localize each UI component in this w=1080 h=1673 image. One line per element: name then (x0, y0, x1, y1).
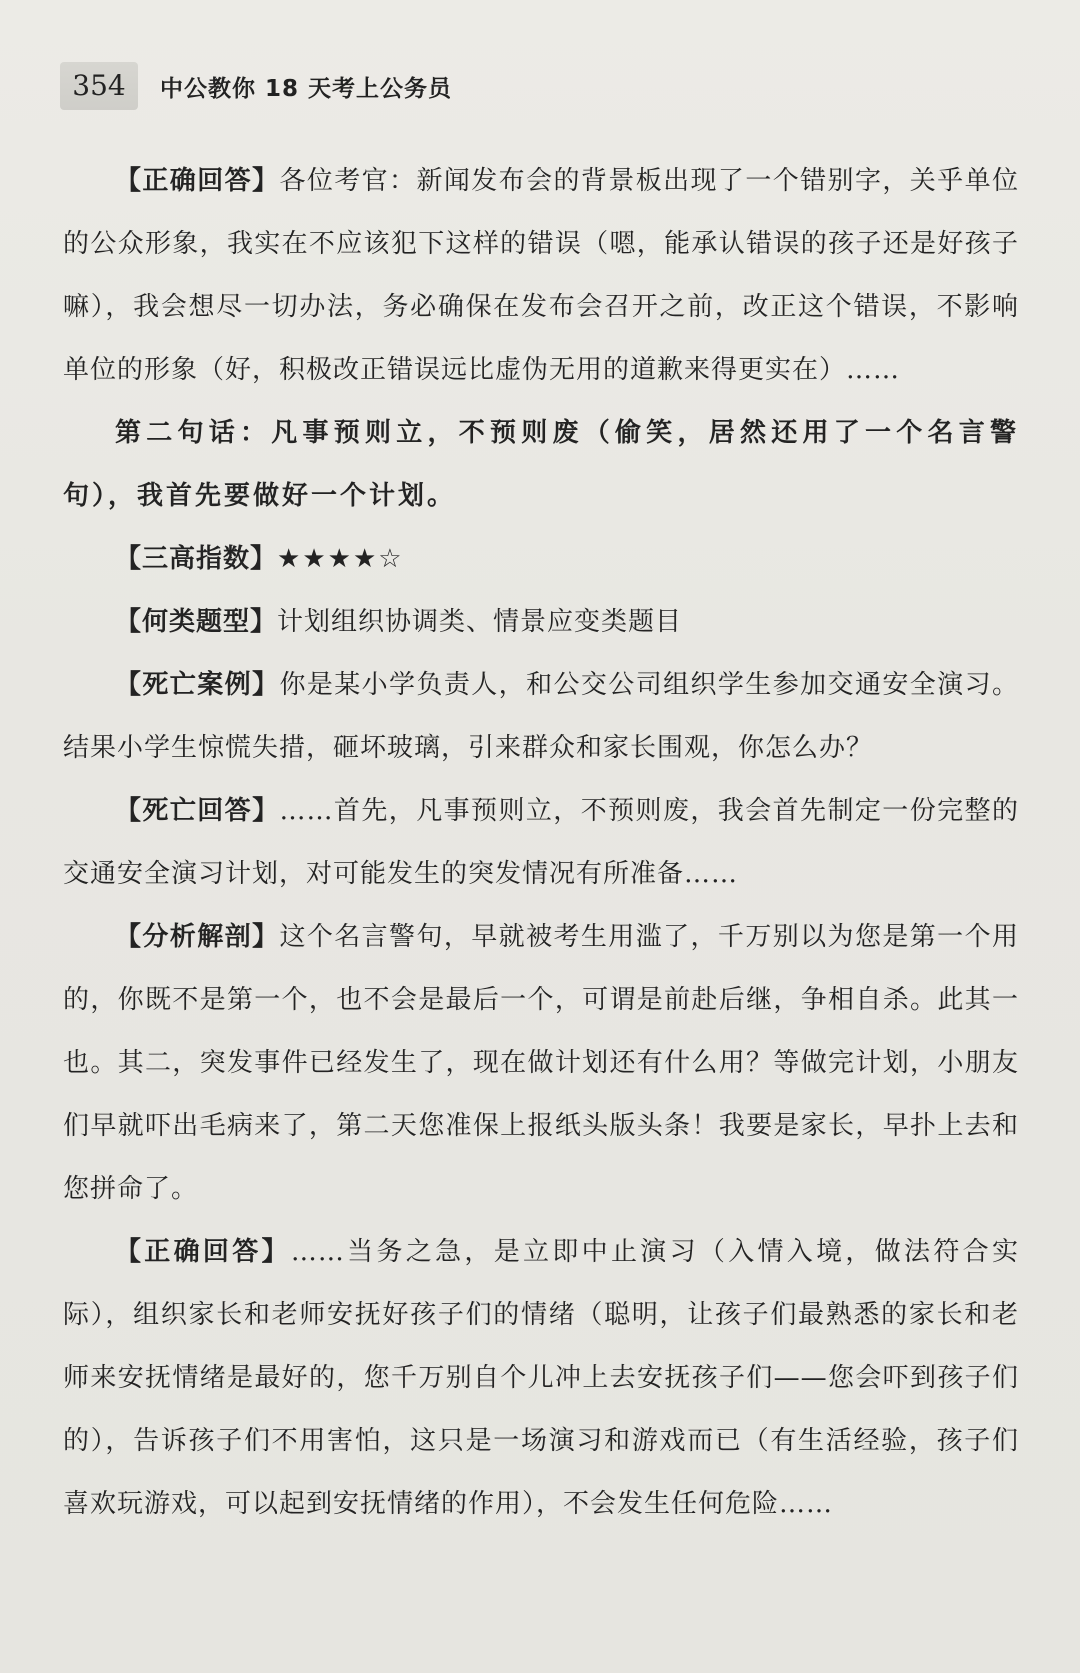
paragraph-second-sentence (63, 402, 1019, 528)
paragraph-correct-answer-2 (63, 1221, 1019, 1536)
section-tag: 【死亡案例】 (115, 670, 280, 700)
star-rating: ★★★★☆ (277, 544, 404, 574)
paragraph-text: 各位考官：新闻发布会的背景板出现了一个错别字，关乎单位的公众形象，我实在不应该犯下这样的错误（嗯，能承认错误的孩子还是好孩子嘛），我会想尽一切办法，务必确保在发布会召开之前，改正这个错误，不影响单位的形象（好，积极改正错误远比虚伪无用的道歉来得更实在）…… (63, 166, 1019, 385)
paragraph-fatal-case (63, 654, 1019, 780)
paragraph-question-type (63, 591, 1019, 654)
paragraph-rating (63, 528, 1019, 591)
paragraph-text: ……当务之急，是立即中止演习（入情入境，做法符合实际），组织家长和老师安抚好孩子们的情绪（聪明，让孩子们最熟悉的家长和老师来安抚情绪是最好的，您千万别自个儿冲上去安抚孩子们——您会吓到孩子们的），告诉孩子们不用害怕，这只是一场演习和游戏而已（有生活经验，孩子们喜欢玩游戏，可以起到安抚情绪的作用），不会发生任何危险…… (63, 1237, 1019, 1519)
paragraph-text: 这个名言警句，早就被考生用滥了，千万别以为您是第一个用的，你既不是第一个，也不会是最后一个，可谓是前赴后继，争相自杀。此其一也。其二，突发事件已经发生了，现在做计划还有什么用？等做完计划，小朋友们早就吓出毛病来了，第二天您准保上报纸头版头条！我要是家长，早扑上去和您拼命了。 (63, 922, 1019, 1204)
section-tag: 【分析解剖】 (115, 922, 280, 952)
paragraph-text: ……首先，凡事预则立，不预则废，我会首先制定一份完整的交通安全演习计划，对可能发生的突发情况有所准备…… (63, 796, 1019, 889)
paragraph-text: 你是某小学负责人，和公交公司组织学生参加交通安全演习。结果小学生惊慌失措，砸坏玻璃，引来群众和家长围观，你怎么办？ (63, 670, 1019, 763)
page-header (60, 62, 452, 110)
section-tag: 【死亡回答】 (115, 796, 280, 826)
paragraph-text: 计划组织协调类、情景应变类题目 (277, 607, 683, 637)
section-tag: 【何类题型】 (115, 607, 278, 637)
page-number: 354 (60, 62, 138, 110)
section-tag: 【正确回答】 (115, 1237, 291, 1267)
section-tag: 【正确回答】 (115, 166, 280, 196)
section-tag: 【三高指数】 (115, 544, 278, 574)
page-body (63, 150, 1019, 1536)
paragraph-fatal-answer (63, 780, 1019, 906)
paragraph-analysis (63, 906, 1019, 1221)
book-title: 中公教你 18 天考上公务员 (160, 75, 453, 102)
paragraph-correct-answer-1 (63, 150, 1019, 402)
paragraph-text: 第二句话：凡事预则立，不预则废（偷笑，居然还用了一个名言警句），我首先要做好一个计划。 (63, 418, 1019, 511)
